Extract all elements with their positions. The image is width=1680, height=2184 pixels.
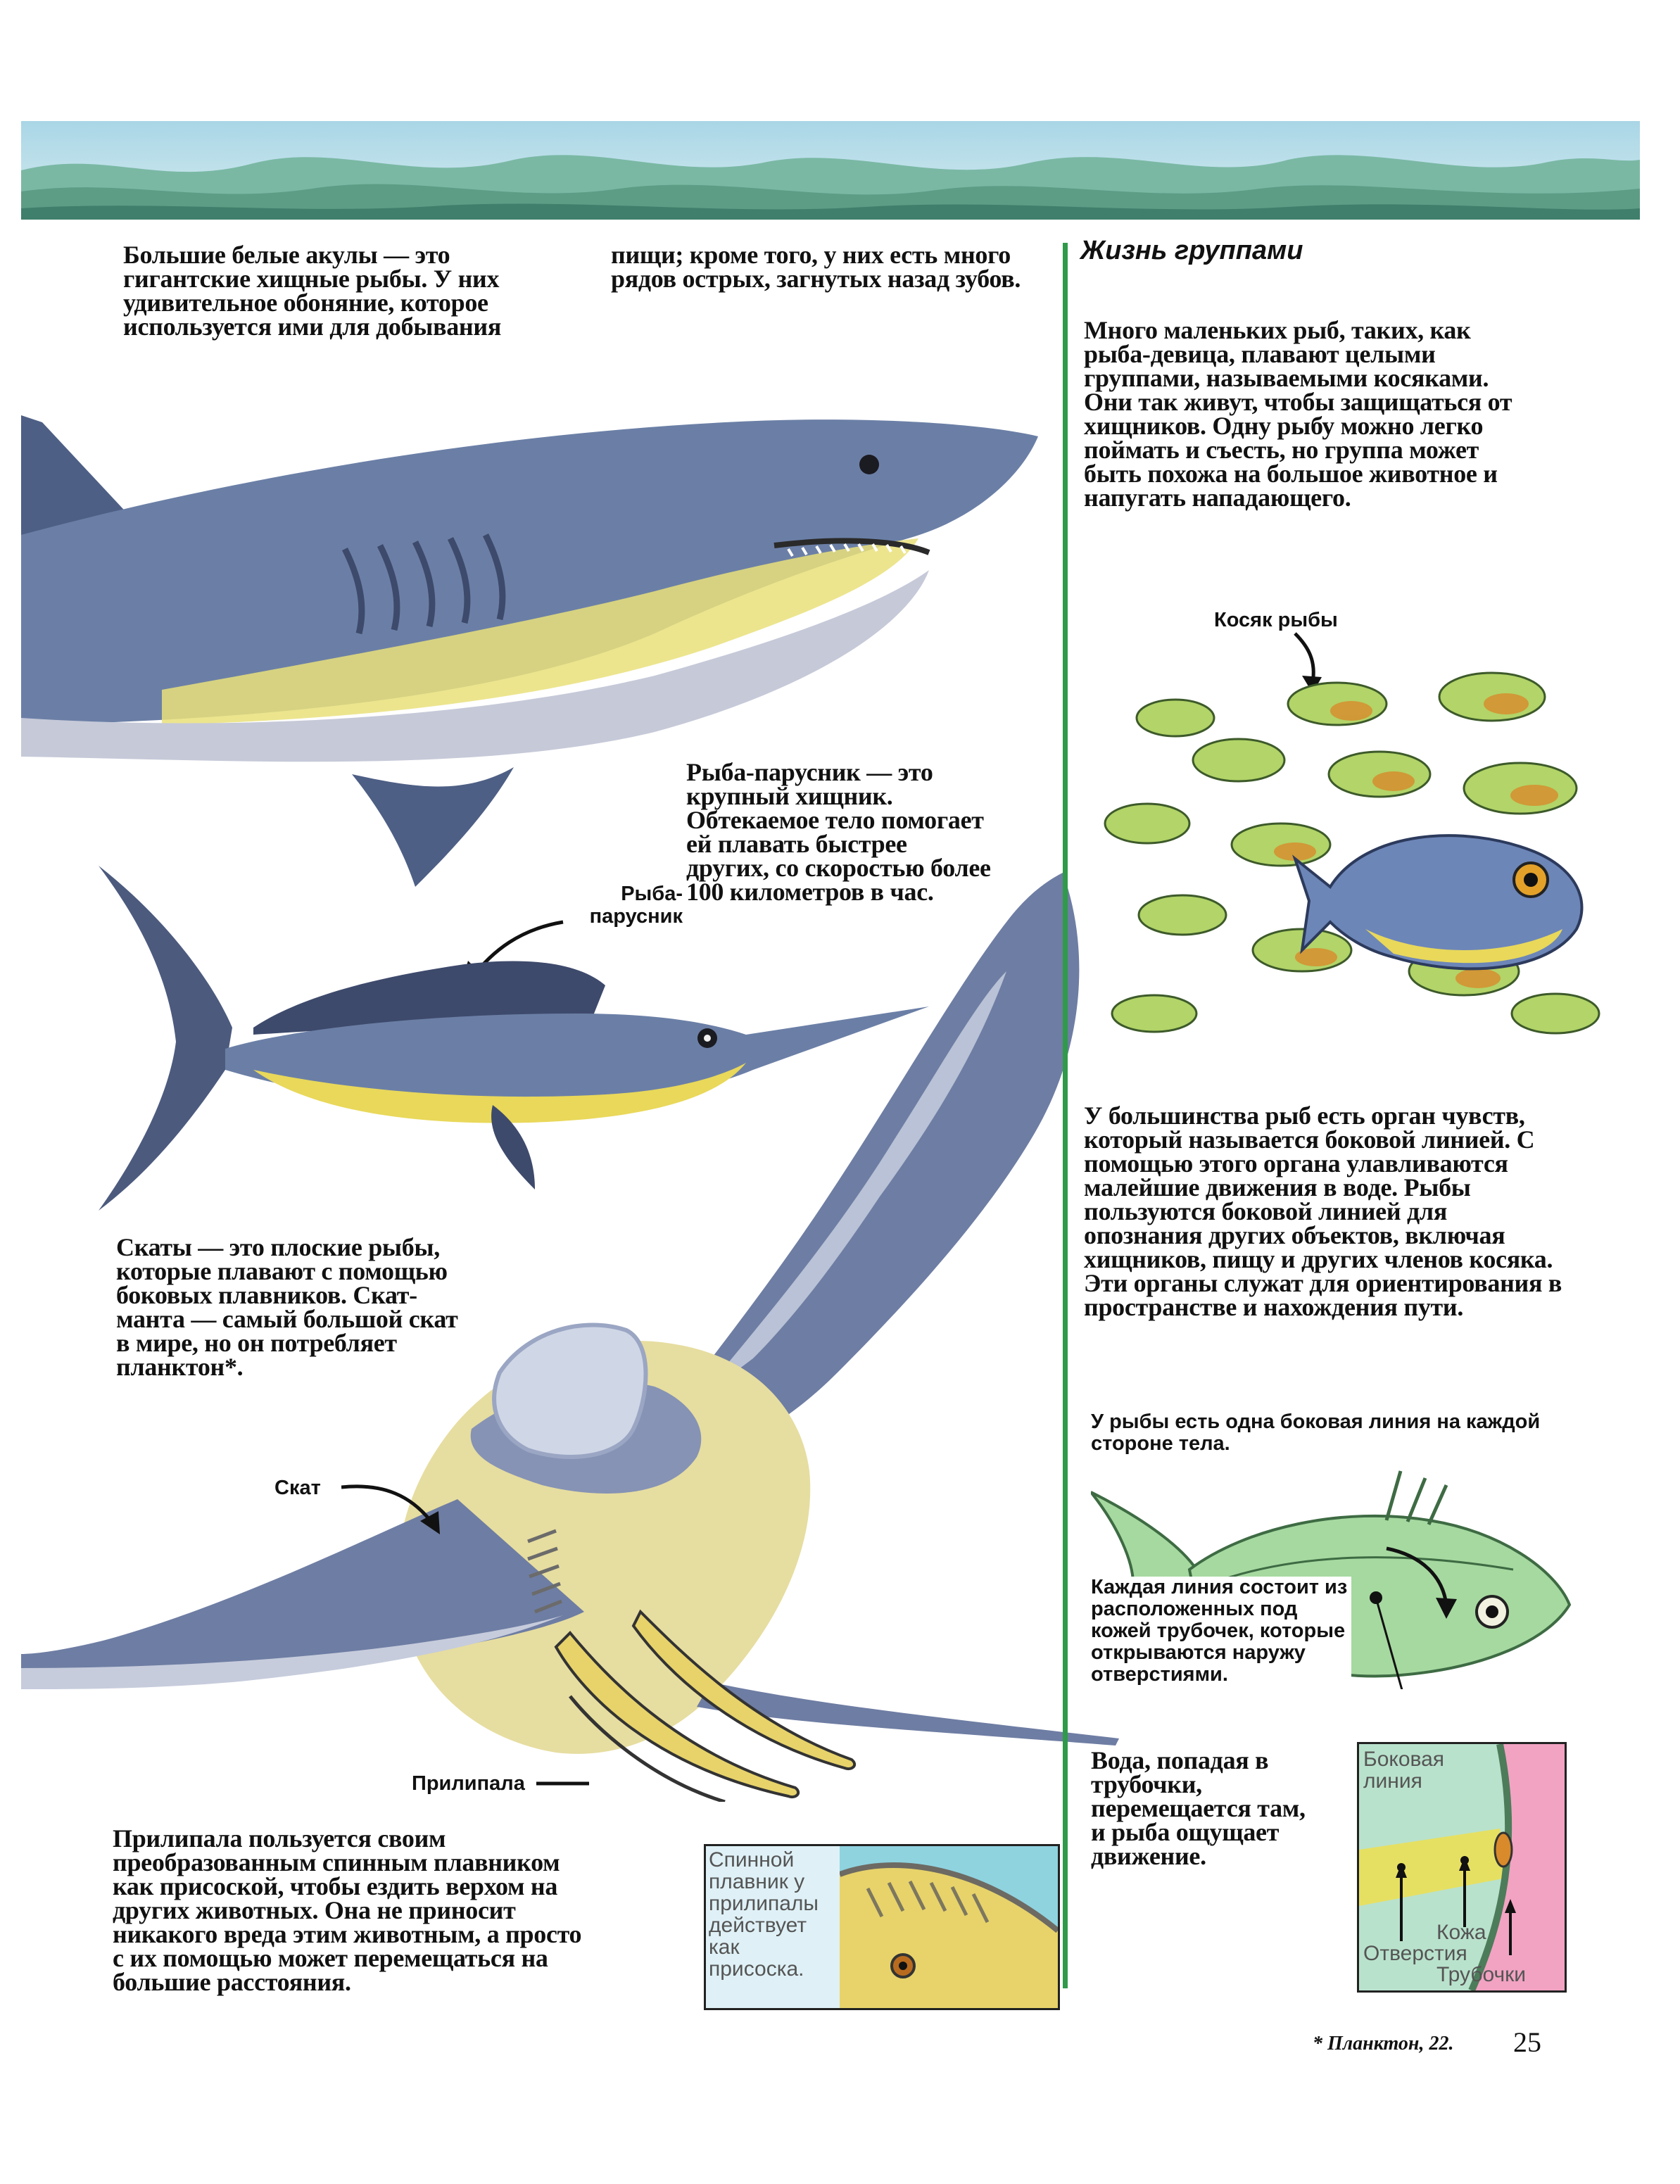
sailfish-label-line1: Рыба-	[621, 883, 683, 905]
group-life-heading: Жизнь группами	[1080, 236, 1303, 265]
sea-band-illustration	[21, 121, 1640, 220]
schooling-text-part2: . Они так живут, чтобы защищаться от хищников. Одну рыбу можно легко поймать и съесть, но группа может быть похожа на большое животное и напугать нападающего.	[1084, 364, 1512, 512]
remora-label: Прилипала	[412, 1772, 525, 1795]
lateral-line-text-part2: . С помощью этого органа улавливаются малейшие движения в воде. Рыбы пользуются боковой линией для опознания других объектов, включая хищников, пищу и других членов косяка. Эти органы служат для ориентирования в пространстве и нахождения пути.	[1084, 1125, 1562, 1321]
ray-text: Скаты — это плоские рыбы, которые плавают с помощью боковых плавников. Скат-манта — самый большой скат в мире, но он потребляет планктон*.	[116, 1233, 458, 1381]
detail-label-skin: Кожа	[1436, 1921, 1486, 1944]
remora-inset-illustration	[840, 1846, 1058, 2008]
plankton-footnote: * Планктон, 22.	[1313, 2033, 1454, 2054]
school-label: Косяк рыбы	[1214, 609, 1338, 631]
page-number: 25	[1513, 2026, 1541, 2058]
lateral-line-text-part1: У большинства рыб есть орган чувств, который называется	[1084, 1102, 1525, 1154]
ray-label-arrow	[341, 1475, 454, 1538]
remora-inset-text: Спинной плавник у прилипалы действует как присоска.	[709, 1848, 819, 1981]
detail-label-lateral-line: Боковая линия	[1363, 1748, 1445, 1793]
schooling-text-part1: Много маленьких рыб, таких, как рыба-девица, плавают целыми группами, называемыми	[1084, 316, 1471, 392]
sailfish-text: Рыба-парусник — это крупный хищник. Обтекаемое тело помогает ей плавать быстрее других, со скоростью более 100 километров в час.	[686, 758, 991, 906]
lateral-line-detail	[1357, 1742, 1567, 1993]
shark-text-col2: пищи; кроме того, у них есть много рядов острых, загнутых назад зубов.	[611, 241, 1021, 293]
lateral-line-tube-caption: Каждая линия состоит из расположенных под кожей трубочек, которые открываются наружу отверстиями.	[1091, 1577, 1351, 1686]
lateral-line-text	[1084, 1104, 1562, 1319]
lateral-line-water-text: Вода, попадая в трубочки, перемещается там, и рыба ощущает движение.	[1091, 1746, 1306, 1870]
remora-text: Прилипала пользуется своим преобразованным спинным плавником как присоской, чтобы ездить верхом на других животных. Она не приносит никакого вреда этим животным, а просто с их помощью может перемещаться на большие расстояния.	[113, 1824, 582, 1996]
fish-school-illustration	[1070, 619, 1605, 1070]
schooling-term: косяками	[1373, 364, 1483, 392]
sailfish-label-line2: парусник	[589, 905, 683, 928]
column-divider	[1063, 243, 1068, 1988]
remora-sucker-inset	[704, 1844, 1060, 2010]
lateral-line-fish-caption: У рыбы есть одна боковая линия на каждой стороне тела.	[1091, 1410, 1541, 1455]
school-label-arrow	[1295, 633, 1313, 683]
detail-label-holes: Отверстия	[1363, 1942, 1467, 1965]
shark-text-col1: Большие белые акулы — это гигантские хищные рыбы. У них удивительное обоняние, которое используется ими для добывания	[123, 241, 501, 341]
remora-label-arrow	[536, 1767, 600, 1795]
schooling-text	[1084, 318, 1541, 510]
detail-label-tubes: Трубочки	[1436, 1963, 1527, 1986]
lateral-line-term: боковой линией	[1325, 1125, 1505, 1154]
ray-label: Скат	[274, 1477, 321, 1499]
